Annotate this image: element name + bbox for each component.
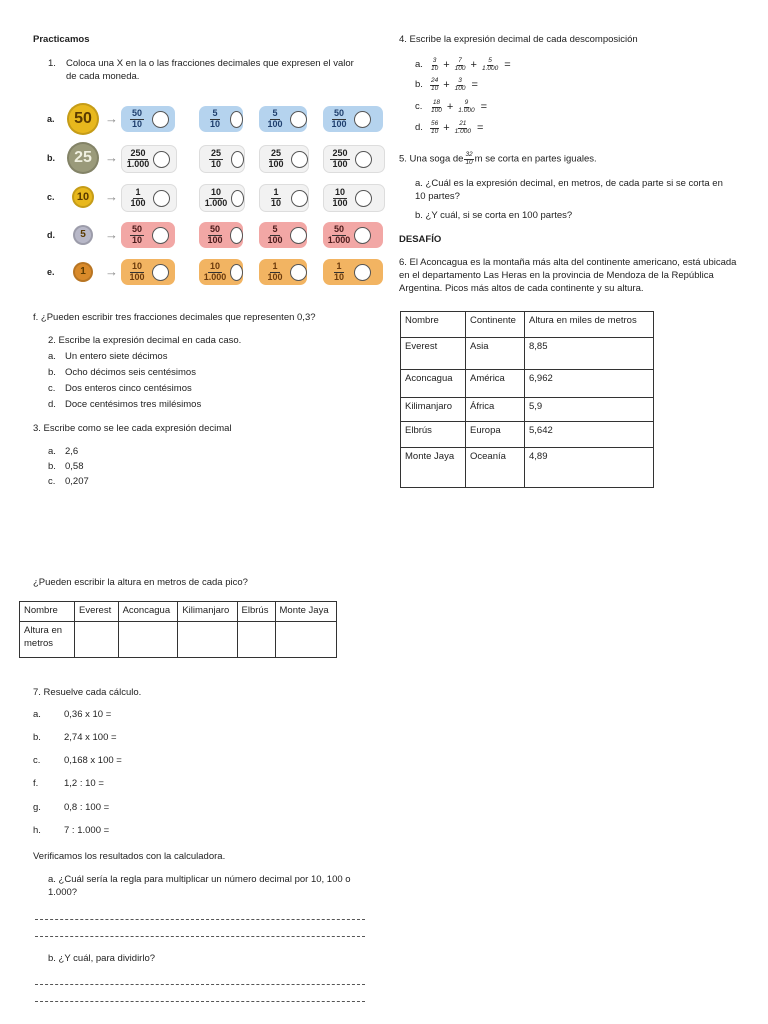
table-cell: 5,9: [525, 398, 654, 422]
table-cell: Kilimanjaro: [178, 602, 237, 622]
answer-cell[interactable]: [275, 621, 337, 657]
item-letter: b.: [33, 732, 41, 743]
exercise-4-title: 4. Escribe la expresión decimal de cada descomposición: [399, 34, 638, 45]
question-7b: b. ¿Y cuál, para dividirlo?: [48, 953, 156, 964]
table-cell: Elbrús: [237, 602, 275, 622]
arrow-icon: →: [105, 227, 118, 242]
item-text: 2,6: [65, 446, 79, 457]
fraction: [430, 78, 439, 92]
list-item: [33, 778, 104, 801]
table-cell: Aconcagua: [401, 370, 466, 398]
item-text: Doce centésimos tres milésimos: [65, 399, 202, 410]
fraction-denominator: 10: [431, 84, 439, 92]
fraction-numerator: 50: [209, 224, 220, 235]
item-text: 1,2 : 10 =: [64, 778, 104, 789]
exercise-7-title: 7. Resuelve cada cálculo.: [33, 687, 142, 698]
fraction-numerator: 24: [431, 77, 439, 85]
fraction-option: [121, 145, 177, 173]
coin-row: [35, 257, 375, 287]
decomposition-item: [415, 78, 478, 93]
item-text: 0,207: [65, 476, 89, 487]
peaks-table: [400, 311, 654, 488]
fraction-numerator: 7: [458, 57, 462, 65]
answer-circle[interactable]: [152, 264, 169, 281]
answer-circle[interactable]: [354, 111, 371, 128]
fraction: [203, 262, 227, 282]
fraction-numerator: 5: [212, 108, 218, 119]
decomposition-item: [415, 100, 487, 115]
fraction-numerator: 50: [131, 108, 142, 119]
heights-table: [19, 601, 337, 658]
table-cell: Everest: [401, 338, 466, 370]
fraction-denominator: 100: [431, 106, 442, 114]
answer-cell[interactable]: [178, 621, 237, 657]
answer-circle[interactable]: [291, 151, 308, 168]
fraction: [126, 188, 150, 208]
fraction: [481, 58, 499, 72]
table-row: [401, 448, 654, 488]
answer-circle[interactable]: [354, 264, 371, 281]
table-row: [401, 398, 654, 422]
answer-circle[interactable]: [153, 190, 170, 207]
plus-sign: +: [443, 59, 450, 71]
answer-circle[interactable]: [152, 111, 169, 128]
answer-circle[interactable]: [230, 111, 243, 128]
fraction-numerator: 3: [458, 77, 462, 85]
row-label: a.: [47, 114, 55, 124]
fraction-option: [323, 145, 385, 173]
item-letter: c.: [33, 755, 41, 766]
fraction: [327, 262, 351, 282]
answer-line[interactable]: [35, 919, 365, 920]
table-cell: Monte Jaya: [275, 602, 337, 622]
item-letter: a.: [33, 709, 41, 720]
fraction-option: [199, 184, 245, 212]
exercise-1f: f. ¿Pueden escribir tres fracciones decimales que representen 0,3?: [33, 312, 316, 323]
fraction: [263, 262, 287, 282]
fraction: [454, 58, 467, 72]
list-item: [48, 367, 201, 383]
table-cell: Continente: [466, 312, 525, 338]
list-item: [33, 802, 109, 825]
fraction-denominator: 100: [268, 158, 284, 169]
table-cell: Nombre: [20, 602, 75, 622]
answer-line[interactable]: [35, 936, 365, 937]
table-row: [401, 338, 654, 370]
list-item: [48, 461, 89, 476]
plus-sign: +: [443, 122, 450, 134]
answer-circle[interactable]: [231, 151, 244, 168]
item-letter: a.: [48, 351, 56, 362]
exercise-2-list: [48, 351, 201, 415]
list-item: [48, 383, 201, 399]
fraction: [263, 225, 287, 245]
fraction-denominator: 10: [270, 197, 281, 208]
answer-circle[interactable]: [153, 151, 170, 168]
fraction-option: [199, 259, 243, 285]
item-letter: d.: [48, 399, 56, 410]
fraction: [125, 262, 149, 282]
fraction: [263, 109, 287, 129]
item-letter: a.: [415, 59, 423, 71]
fraction: [125, 225, 149, 245]
decomposition-item: [415, 58, 511, 73]
fraction-option: [323, 184, 385, 212]
item-text: 0,168 x 100 =: [64, 755, 122, 766]
fraction-denominator: 10: [210, 158, 221, 169]
table-cell: Europa: [466, 422, 525, 448]
plus-sign: +: [470, 59, 477, 71]
arrow-icon: →: [105, 189, 118, 204]
coin-image: [72, 186, 94, 208]
table-cell: Monte Jaya: [401, 448, 466, 488]
item-text: 0,58: [65, 461, 84, 472]
fraction-numerator: 25: [270, 148, 281, 159]
item-letter: d.: [415, 122, 423, 134]
fraction-denominator: 1.000: [126, 158, 150, 169]
equals-sign: =: [480, 101, 488, 113]
fraction-option: [323, 259, 383, 285]
fraction-numerator: 250: [130, 148, 146, 159]
fraction-denominator: 100: [267, 118, 283, 129]
fraction-option: [259, 145, 309, 173]
exercise-1: [48, 58, 363, 84]
fraction-option: [121, 259, 175, 285]
fraction: [204, 188, 228, 208]
exercise-5-post: m se corta en partes iguales.: [474, 153, 597, 165]
fraction-option: [199, 145, 245, 173]
fraction-numerator: 9: [464, 99, 469, 107]
fraction: [264, 149, 288, 169]
exercise-1-text: Coloca una X en la o las fracciones decimales que expresen el valor de cada moneda.: [66, 58, 354, 82]
fraction: [327, 225, 351, 245]
list-item: [33, 755, 122, 778]
fraction-numerator: 1: [336, 261, 342, 272]
item-letter: g.: [33, 802, 41, 813]
table-cell: 6,962: [525, 370, 654, 398]
fraction: [328, 188, 352, 208]
arrow-icon: →: [105, 150, 118, 165]
fraction-denominator: 100: [130, 197, 146, 208]
exercise-2-title: 2. Escribe la expresión decimal en cada caso.: [48, 335, 242, 346]
decomposition-item: [415, 121, 483, 136]
item-letter: c.: [48, 476, 56, 487]
answer-circle[interactable]: [290, 111, 307, 128]
fraction-option: [259, 184, 309, 212]
exercise-3-title: 3. Escribe como se lee cada expresión decimal: [33, 423, 232, 434]
fraction-denominator: 1.000: [454, 127, 471, 135]
question-5a: a. ¿Cuál es la expresión decimal, en metros, de cada parte si se corta en 10 partes?: [415, 178, 723, 202]
fraction-denominator: 100: [331, 118, 347, 129]
answer-circle[interactable]: [291, 190, 308, 207]
fraction-denominator: 1.000: [204, 197, 228, 208]
desafio-heading: DESAFÍO: [399, 234, 442, 245]
item-text: Dos enteros cinco centésimos: [65, 383, 192, 394]
exercise-3-list: [48, 446, 89, 491]
item-text: 7 : 1.000 =: [64, 825, 110, 836]
plus-sign: +: [443, 79, 450, 91]
answer-circle[interactable]: [152, 227, 169, 244]
fraction: [457, 100, 475, 114]
equals-sign: =: [476, 122, 484, 134]
coin-row: [35, 182, 375, 212]
heights-table-header: [20, 602, 337, 622]
row-label: d.: [47, 230, 55, 240]
table-cell: 4,89: [525, 448, 654, 488]
fraction-numerator: 50: [333, 108, 344, 119]
table-cell: 8,85: [525, 338, 654, 370]
coin-value: 1: [80, 266, 86, 278]
row-label: c.: [47, 192, 55, 202]
answer-circle[interactable]: [231, 190, 244, 207]
answer-circle[interactable]: [230, 227, 243, 244]
fraction-denominator: 100: [332, 158, 348, 169]
table-cell: Aconcagua: [118, 602, 178, 622]
fraction-numerator: 1: [135, 187, 141, 198]
coin-image: [67, 103, 99, 135]
page-heading: Practicamos: [33, 34, 90, 45]
fraction-numerator: 3: [432, 57, 437, 65]
table-row: [401, 422, 654, 448]
fraction-denominator: 100: [267, 234, 283, 245]
heights-table-row: [20, 621, 337, 657]
peaks-table-header: [401, 312, 654, 338]
fraction-numerator: 18: [432, 99, 441, 107]
answer-circle[interactable]: [230, 264, 243, 281]
answer-line[interactable]: [35, 1001, 365, 1002]
fraction-denominator: 100: [129, 271, 145, 282]
fraction-numerator: 10: [210, 187, 221, 198]
item-text: Un entero siete décimos: [65, 351, 168, 362]
item-text: Ocho décimos seis centésimos: [65, 367, 196, 378]
answer-line[interactable]: [35, 984, 365, 985]
fraction: [454, 78, 467, 92]
fraction-numerator: 32: [465, 151, 473, 158]
coin-image: [73, 225, 93, 245]
fraction-denominator: 100: [454, 84, 466, 92]
equals-sign: =: [471, 79, 478, 91]
fraction-numerator: 1: [273, 187, 279, 198]
list-item: [33, 709, 111, 732]
fraction-denominator: 1.000: [327, 234, 351, 245]
fraction-denominator: 10: [431, 127, 439, 135]
item-letter: a.: [48, 446, 56, 457]
equals-sign: =: [504, 59, 511, 71]
coin-value: 10: [76, 190, 90, 203]
question-5b: b. ¿Y cuál, si se corta en 100 partes?: [415, 210, 573, 221]
plus-sign: +: [446, 101, 454, 113]
fraction: [125, 109, 149, 129]
fraction: [430, 121, 439, 135]
coin-value: 50: [74, 110, 92, 128]
table-cell: Kilimanjaro: [401, 398, 466, 422]
verify-text: Verificamos los resultados con la calculadora.: [33, 851, 226, 862]
fraction: [264, 188, 288, 208]
item-letter: b.: [48, 461, 56, 472]
fraction-numerator: 5: [488, 57, 492, 65]
table-cell: Altura en metros: [20, 621, 75, 657]
fraction-option: [259, 106, 307, 132]
fraction-denominator: 1.000: [458, 106, 475, 114]
fraction: [454, 121, 472, 135]
answer-circle[interactable]: [290, 264, 307, 281]
fraction: [430, 58, 439, 72]
row-label: b.: [47, 153, 55, 163]
item-letter: c.: [415, 101, 423, 113]
list-item: [48, 446, 89, 461]
fraction: [204, 149, 228, 169]
fraction-denominator: 10: [431, 64, 439, 72]
row-label: e.: [47, 267, 55, 277]
question-7a: a. ¿Cuál sería la regla para multiplicar un número decimal por 10, 100 o 1.000?: [48, 874, 351, 898]
item-letter: b.: [48, 367, 56, 378]
fraction-numerator: 50: [131, 224, 142, 235]
fraction-option: [323, 222, 383, 248]
answer-circle[interactable]: [355, 190, 372, 207]
table-cell: Nombre: [401, 312, 466, 338]
arrow-icon: →: [105, 264, 118, 279]
coin-image: [67, 142, 99, 174]
answer-cell[interactable]: [75, 621, 119, 657]
arrow-icon: →: [105, 111, 118, 126]
item-text: 0,36 x 10 =: [64, 709, 112, 720]
coin-row: [35, 104, 375, 134]
coin-image: [73, 262, 93, 282]
fraction: [327, 109, 351, 129]
table-cell: Elbrús: [401, 422, 466, 448]
rope-length-fraction: [464, 152, 473, 166]
answer-circle[interactable]: [354, 227, 371, 244]
table-cell: 5,642: [525, 422, 654, 448]
list-item: [48, 351, 201, 367]
fraction: [126, 149, 150, 169]
item-text: 2,74 x 100 =: [64, 732, 117, 743]
item-letter: h.: [33, 825, 41, 836]
fraction-denominator: 100: [207, 234, 223, 245]
heights-question: ¿Pueden escribir la altura en metros de cada pico?: [33, 577, 248, 588]
table-cell: África: [466, 398, 525, 422]
fraction-option: [121, 106, 175, 132]
fraction-option: [323, 106, 383, 132]
table-cell: Oceanía: [466, 448, 525, 488]
list-item: [33, 825, 109, 848]
fraction: [328, 149, 352, 169]
item-text: 0,8 : 100 =: [64, 802, 110, 813]
table-cell: América: [466, 370, 525, 398]
fraction-numerator: 56: [431, 120, 439, 128]
fraction: [430, 100, 443, 114]
answer-cell[interactable]: [118, 621, 178, 657]
exercise-6-text: 6. El Aconcagua es la montaña más alta del continente americano, está ubicada en el departamento Las Heras en la provincia de Mendoza de la República Argentina. Picos más altos de cada continente y su altura.: [399, 257, 737, 294]
list-item: [48, 476, 89, 491]
fraction-numerator: 10: [131, 261, 142, 272]
table-row: [401, 370, 654, 398]
fraction-option: [121, 222, 175, 248]
fraction-numerator: 10: [209, 261, 220, 272]
fraction-numerator: 21: [459, 120, 467, 128]
fraction-denominator: 1.000: [203, 271, 227, 282]
fraction-denominator: 100: [267, 271, 283, 282]
list-item: [48, 399, 201, 415]
fraction-numerator: 10: [334, 187, 345, 198]
fraction-denominator: 100: [332, 197, 348, 208]
answer-circle[interactable]: [355, 151, 372, 168]
coin-value: 5: [80, 229, 86, 241]
table-cell: Everest: [75, 602, 119, 622]
fraction-denominator: 1.000: [481, 64, 499, 72]
fraction-numerator: 5: [272, 108, 278, 119]
fraction-option: [259, 222, 307, 248]
item-letter: f.: [33, 778, 39, 789]
fraction-denominator: 10: [465, 158, 473, 166]
item-letter: b.: [415, 79, 423, 91]
fraction-denominator: 10: [333, 271, 344, 282]
fraction-denominator: 10: [209, 118, 220, 129]
list-item: [33, 732, 117, 755]
coin-value: 25: [74, 149, 92, 167]
exercise-5-pre: 5. Una soga de: [399, 153, 464, 165]
fraction-numerator: 250: [332, 148, 348, 159]
fraction-denominator: 10: [131, 234, 142, 245]
fraction-option: [259, 259, 307, 285]
fraction-numerator: 50: [333, 224, 344, 235]
table-cell: Altura en miles de metros: [525, 312, 654, 338]
fraction-denominator: 10: [131, 118, 142, 129]
answer-cell[interactable]: [237, 621, 275, 657]
table-cell: Asia: [466, 338, 525, 370]
fraction-numerator: 25: [210, 148, 221, 159]
fraction: [203, 225, 227, 245]
fraction-option: [199, 222, 243, 248]
exercise-5-statement: [399, 152, 597, 166]
fraction-numerator: 1: [272, 261, 278, 272]
fraction-numerator: 5: [272, 224, 278, 235]
item-letter: c.: [48, 383, 56, 394]
fraction-option: [121, 184, 177, 212]
fraction-option: [199, 106, 243, 132]
exercise-1-number: 1.: [48, 58, 56, 69]
coin-row: [35, 220, 375, 250]
coin-row: [35, 143, 375, 173]
answer-circle[interactable]: [290, 227, 307, 244]
fraction: [203, 109, 227, 129]
fraction-denominator: 100: [454, 64, 466, 72]
